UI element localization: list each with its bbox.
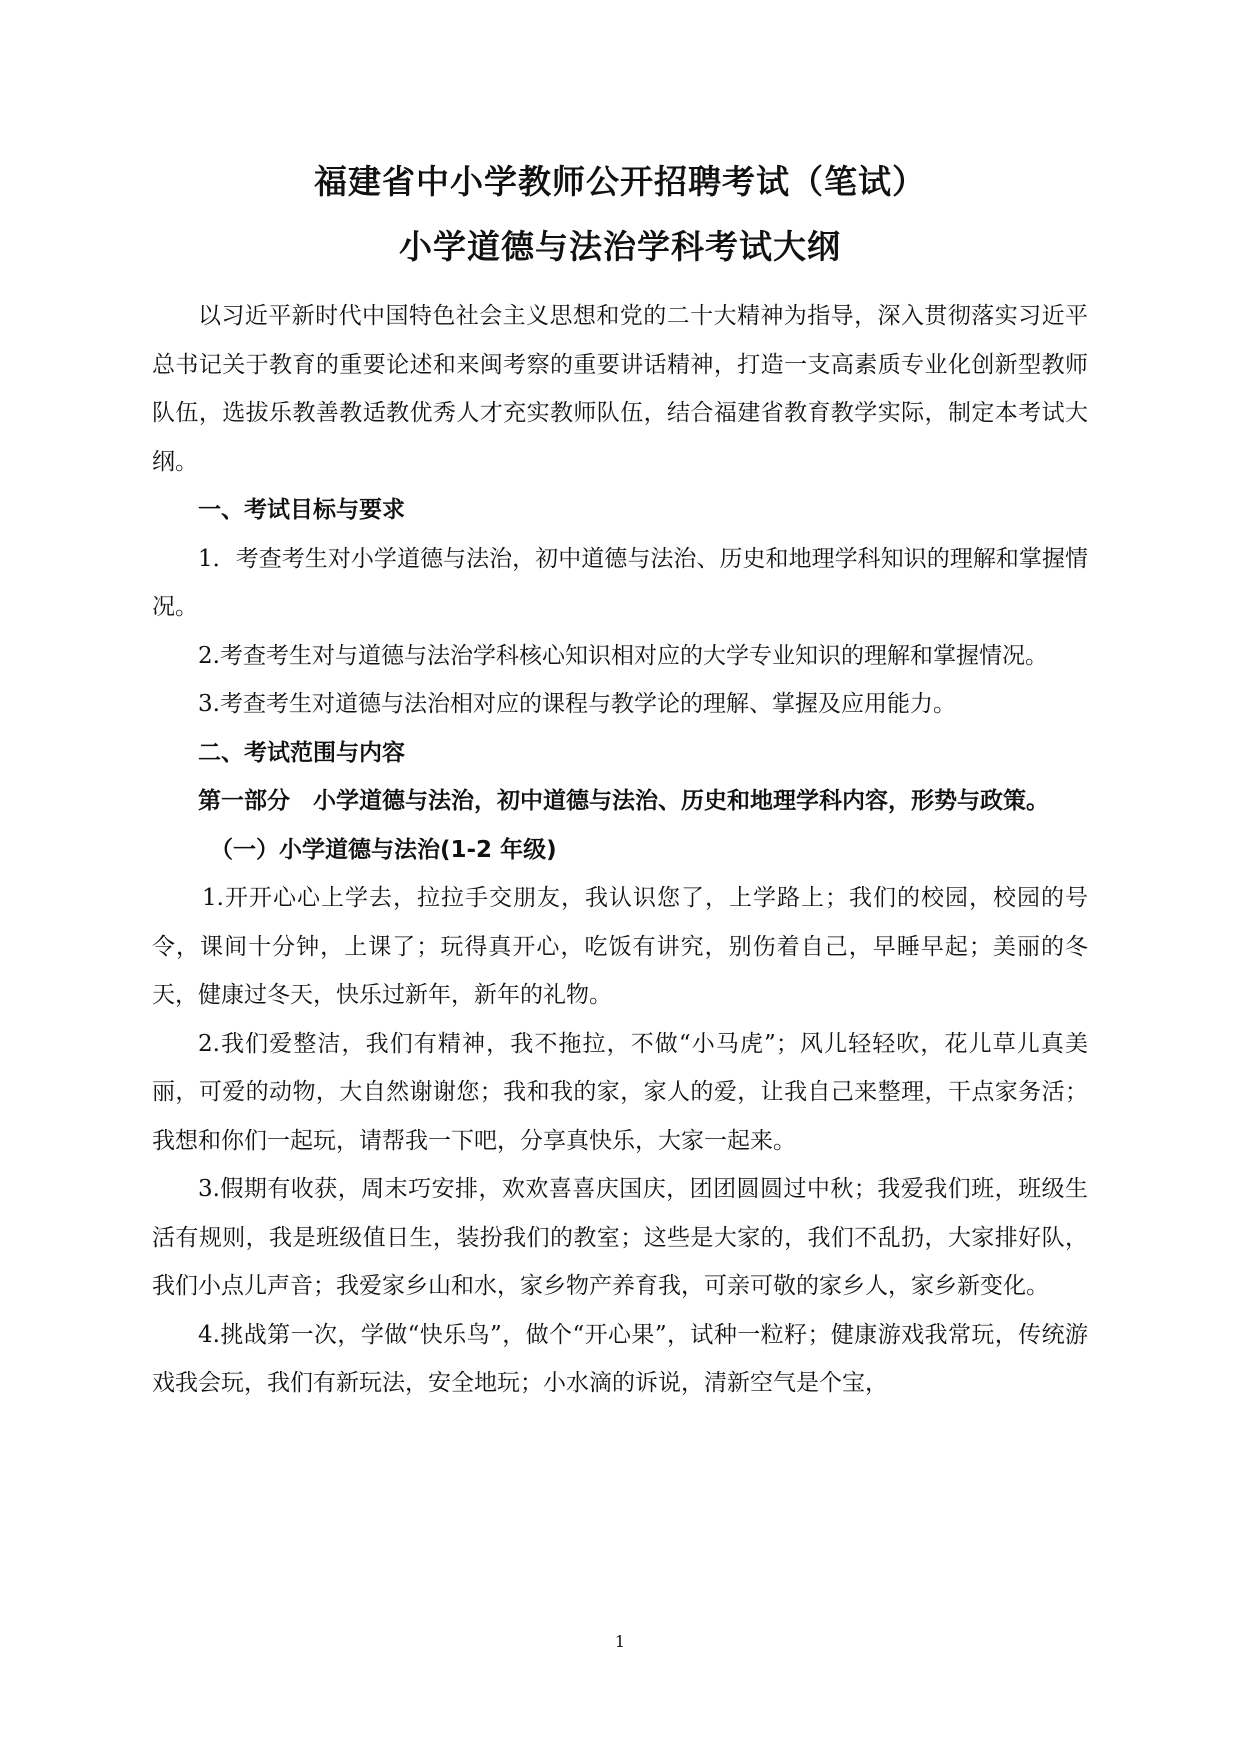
section-heading-scope: 二、考试范围与内容 bbox=[198, 739, 405, 766]
intro-paragraph: 以习近平新时代中国特色社会主义思想和党的二十大精神为指导，深入贯彻落实习近平总书记关于教育的重要论述和来闽考察的重要讲话精神，打造一支高素质专业化创新型教师队伍，选拔乐教善教适教优秀人才充实教师队伍，结合福建省教育教学实际，制定本考试大纲。 bbox=[152, 303, 1088, 475]
content-item: 3.假期有收获，周末巧安排，欢欢喜喜庆国庆，团团圆圆过中秋；我爱我们班，班级生活有规则，我是班级值日生，装扮我们的教室；这些是大家的，我们不乱扔，大家排好队，我们小点儿声音；我爱家乡山和水，家乡物产养育我，可亲可敬的家乡人，家乡新变化。 bbox=[152, 1176, 1088, 1299]
objective-item: 2.考查考生对与道德与法治学科核心知识相对应的大学专业知识的理解和掌握情况。 bbox=[198, 642, 1048, 669]
objective-item: 3.考查考生对道德与法治相对应的课程与教学论的理解、掌握及应用能力。 bbox=[198, 691, 956, 717]
document-subtitle: 小学道德与法治学科考试大纲 bbox=[399, 227, 841, 266]
document-title: 福建省中小学教师公开招聘考试（笔试） bbox=[314, 162, 926, 201]
content-item: 1.开开心心上学去，拉拉手交朋友，我认识您了，上学路上；我们的校园，校园的号令，课间十分钟，上课了；玩得真开心，吃饭有讲究，别伤着自己，早睡早起；美丽的冬天，健康过冬天，快乐过新年，新年的礼物。 bbox=[152, 885, 1088, 1008]
content-item: 2.我们爱整洁，我们有精神，我不拖拉，不做“小马虎”；风儿轻轻吹，花儿草儿真美丽，可爱的动物，大自然谢谢您；我和我的家，家人的爱，让我自己来整理，干点家务活；我想和你们一起玩，请帮我一下吧，分享真快乐，大家一起来。 bbox=[152, 1030, 1088, 1154]
part-heading: 第一部分 小学道德与法治，初中道德与法治、历史和地理学科内容，形势与政策。 bbox=[198, 788, 1049, 814]
subsection-heading: （一）小学道德与法治(1-2 年级) bbox=[210, 836, 557, 863]
objective-item: 1．考查考生对小学道德与法治，初中道德与法治、历史和地理学科知识的理解和掌握情况。 bbox=[152, 545, 1088, 620]
section-heading-objectives: 一、考试目标与要求 bbox=[198, 497, 405, 523]
content-item: 4.挑战第一次，学做“快乐鸟”，做个“开心果”，试种一粒籽；健康游戏我常玩，传统游戏我会玩，我们有新玩法，安全地玩；小水滴的诉说，清新空气是个宝， bbox=[152, 1321, 1088, 1396]
page-number: 1 bbox=[614, 1632, 626, 1651]
document-body bbox=[152, 292, 1088, 1408]
